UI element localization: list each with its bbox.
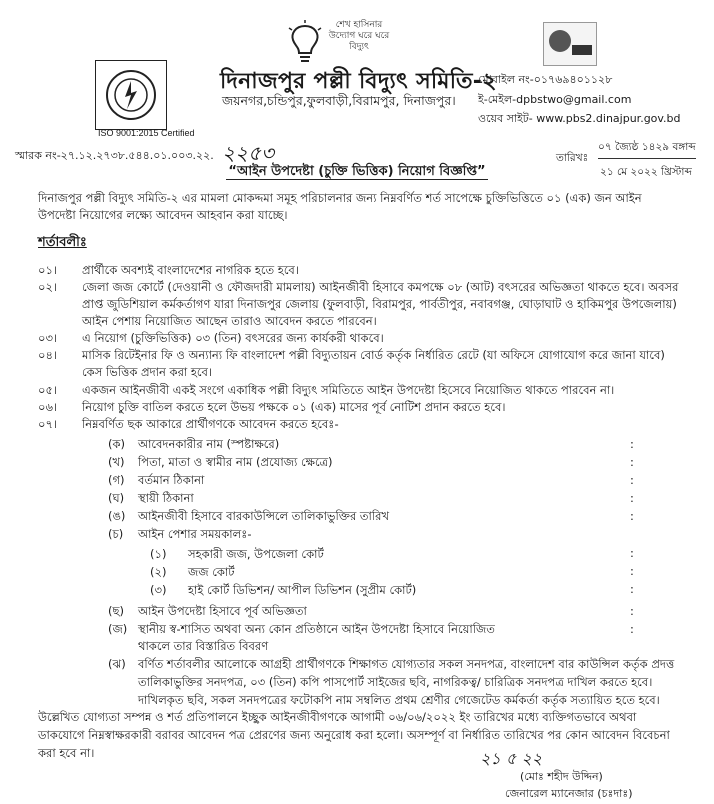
memo-number-handwritten: ২২৫৩	[222, 141, 274, 165]
form-item-colon: :	[630, 622, 634, 636]
form-item-label: আইনজীবী হিসাবে বারকাউন্সিলে তালিকাভুক্তির তারিখ	[138, 509, 390, 523]
form-item-key: (খ)	[108, 455, 125, 469]
website-link[interactable]: ওয়েব সাইট- www.pbs2.dinajpur.gov.bd	[478, 112, 681, 125]
mujib-year-emblem-icon	[543, 22, 597, 66]
condition-number: ০৩।	[38, 331, 58, 345]
form-item-label: আবেদনকারীর নাম (স্পষ্টাক্ষরে)	[138, 437, 280, 451]
practice-item-colon: :	[630, 564, 634, 578]
form-item-colon: :	[630, 473, 634, 487]
organization-address: জয়নগর,চন্ডিপুর,ফুলবাড়ী,বিরামপুর, দিনাজপুর।	[222, 93, 456, 108]
closing-paragraph: উল্লেখিত যোগ্যতা সম্পন্ন ও শর্ত প্রতিপালনে ইচ্ছুক আইনজীবীগণকে আগামী ০৬/০৬/২০২২ ইং তারিখের মধ্যে ব্যক্তিগতভাবে অথবা ডাকযোগে নিম্নস্বাক্ষরকারী বরাবর আবেদন পত্র প্রেরণের জন্য অনুরোধ করা হলো। অসম্পূর্ণ বা নির্ধারিত তারিখের পর কোন আবেদন বিবেচনা করা হবে না।	[38, 710, 670, 760]
condition-text: প্রার্থীকে অবশ্যই বাংলাদেশের নাগরিক হতে হবে।	[82, 263, 299, 277]
condition-text: একজন আইনজীবী একই সংগে একাধিক পল্লী বিদ্যুৎ সমিতিতে আইন উপদেষ্টা হিসেবে নিয়োজিত থাকতে পারবেন না।	[82, 383, 615, 397]
bulb-icon	[285, 20, 325, 64]
practice-item-label: জজ কোর্ট	[188, 565, 235, 579]
date-gregorian: ২১ মে ২০২২ খ্রিস্টাব্দ	[600, 166, 692, 178]
org-logo	[95, 60, 167, 130]
condition-number: ০৭।	[38, 417, 58, 431]
form-item-colon: :	[630, 509, 634, 523]
practice-item-key: (২)	[150, 565, 167, 579]
iso-certification: ISO 9001:2015 Certified	[98, 128, 195, 138]
intro-paragraph: দিনাজপুর পল্লী বিদ্যুৎ সমিতি-২ এর মামলা মোকদ্দমা সমূহ পরিচালনার জন্য নিম্নবর্ণিত শর্ত সাপেক্ষে চুক্তিভিত্তিতে ০১ (এক) জন আইন উপদেষ্টা নিয়োগের লক্ষ্যে আবেদন আহবান করা যাচ্ছে।	[38, 191, 642, 222]
condition-text: নিম্নবর্ণিত ছক আকারে প্রার্থীগণকে আবেদন করতে হবেঃ-	[82, 417, 339, 431]
form-item-key: (চ)	[108, 527, 124, 541]
form-item-colon: :	[630, 455, 634, 469]
form-item-colon: :	[630, 491, 634, 505]
slogan-text: শেখ হাসিনার উদ্যোগ ঘরে ঘরে বিদ্যুৎ	[328, 20, 390, 52]
form-item-label: বর্তমান ঠিকানা	[138, 473, 205, 487]
condition-number: ০৫।	[38, 383, 58, 397]
condition-text: মাসিক রিটেইনার ফি ও অন্যান্য ফি বাংলাদেশ পল্লী বিদ্যুতায়ন বোর্ড কর্তৃক নির্ধারিত রেটে (যা অফিসে যোগাযোগ করে জানা যাবে) কেস ভিত্তিক প্রদান করা হবে।	[82, 348, 665, 379]
form-item-label-continued: থাকলে তার বিস্তারিত বিবরণ	[138, 639, 269, 653]
org-emblem-icon	[103, 67, 159, 123]
practice-item-key: (৩)	[150, 583, 167, 597]
form-item-colon: :	[630, 437, 634, 451]
form-item-label: আইন পেশার সময়কালঃ-	[138, 527, 252, 541]
form-item-label: স্থায়ী ঠিকানা	[138, 491, 194, 505]
condition-number: ০১।	[38, 263, 58, 277]
date-label: তারিখঃ	[556, 152, 589, 164]
notice-title	[0, 162, 714, 183]
note-key: (ঝ)	[108, 657, 126, 671]
form-item-colon: :	[630, 604, 634, 618]
note-text: বর্ণিত শর্তাবলীর আলোকে আগ্রহী প্রার্থীগণকে শিক্ষাগত যোগ্যতার সকল সনদপত্র, বাংলাদেশ বার কাউন্সিল কর্তৃক প্রদত্ত তালিকাভুক্তির সনদপত্র, ০৩ (তিন) কপি পাসপোর্ট সাইজের ছবি, নাগরিকত্ব/ চারিত্রিক সনদপত্র দাখিল করতে হবে। দাখিলকৃত ছবি, সকল সনদপত্রের ফটোকপি নাম সম্বলিত প্রথম শ্রেণীর গেজেটেড কর্মকর্তা কর্তৃক সত্যায়িত হতে হবে।	[138, 657, 675, 707]
practice-item-colon: :	[630, 582, 634, 596]
form-item-key: (ক)	[108, 437, 126, 451]
notice-title-text: “আইন উপদেষ্টা (চুক্তি ভিত্তিক) নিয়োগ বিজ্ঞপ্তি”	[228, 164, 486, 179]
form-item-label: স্থানীয় স্ব-শাসিত অথবা অন্য কোন প্রতিষ্ঠানে আইন উপদেষ্টা হিসাবে নিয়োজিত	[138, 622, 495, 636]
signature-scribble: ২১ ৫ ২২	[480, 749, 543, 768]
practice-item-key: (১)	[150, 547, 167, 561]
condition-number: ০২।	[38, 280, 58, 294]
date-bengali-calendar: ০৭ জ্যৈষ্ঠ ১৪২৯ বঙ্গাব্দ	[598, 140, 696, 159]
form-item-key: (জ)	[108, 622, 128, 636]
practice-item-label: সহকারী জজ, উপজেলা কোর্ট	[188, 547, 324, 561]
form-item-key: (ঙ)	[108, 509, 126, 523]
signatory-designation: জেনারেল ম্যানেজার (চঃদাঃ)	[505, 787, 633, 800]
condition-number: ০৬।	[38, 400, 58, 414]
conditions-heading: শর্তাবলীঃ	[38, 235, 87, 250]
form-item-label: আইন উপদেষ্টা হিসাবে পূর্ব অভিজ্ঞতা	[138, 604, 307, 618]
form-item-label: পিতা, মাতা ও স্বামীর নাম (প্রযোজ্য ক্ষেত্রে)	[138, 455, 333, 469]
condition-number: ০৪।	[38, 348, 58, 362]
mobile-number: মোবাইল নং-০১৭৬৯৪০১১২৮	[478, 73, 613, 86]
condition-text: নিয়োগ চুক্তি বাতিল করতে হলে উভয় পক্ষকে ০১ (এক) মাসের পূর্ব নোটিশ প্রদান করতে হবে।	[82, 400, 506, 414]
memo-reference: স্মারক নং-২৭.১২.২৭৩৮.৫৪৪.০১.০০৩.২২.	[15, 149, 214, 162]
form-item-key: (ছ)	[108, 604, 124, 618]
practice-item-colon: :	[630, 546, 634, 560]
condition-text: জেলা জজ কোর্টে (দেওয়ানী ও ফৌজদারী মামলায়) আইনজীবী হিসাবে কমপক্ষে ০৮ (আট) বৎসরের অভিজ্ঞতা থাকতে হবে। অবসর প্রাপ্ত জুডিশিয়াল কর্মকর্তাগণ যারা দিনাজপুর জেলায় (ফুলবাড়ী, বিরামপুর, পার্বতীপুর, নবাবগঞ্জ, ঘোড়াঘাট ও হাকিমপুর উপজেলায়) আইন পেশায় নিয়োজিত আছেন তারাও আবেদন করতে পারবেন।	[82, 280, 679, 328]
condition-text: এ নিয়োগ (চুক্তিভিত্তিক) ০৩ (তিন) বৎসরের জন্য কার্যকরী থাকবে।	[82, 331, 384, 345]
form-item-key: (গ)	[108, 473, 125, 487]
form-item-key: (ঘ)	[108, 491, 125, 505]
practice-item-label: হাই কোর্ট ডিভিশন/ আপীল ডিভিশন (সুপ্রীম কোর্ট)	[188, 583, 417, 597]
signatory-name: (মোঃ শহীদ উদ্দিন)	[520, 770, 603, 783]
organization-name: দিনাজপুর পল্লী বিদ্যুৎ সমিতি-২	[220, 69, 497, 94]
email-address[interactable]: ই-মেইল-dpbstwo@gmail.com	[478, 93, 632, 106]
